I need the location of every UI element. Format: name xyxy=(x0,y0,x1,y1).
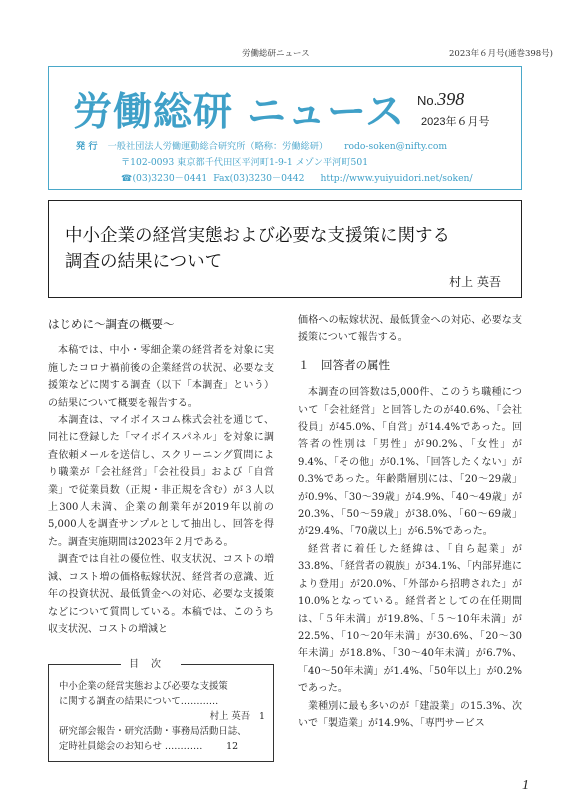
section-heading-intro: はじめに～調査の概要～ xyxy=(48,317,175,331)
paragraph: 本調査の回答数は5,000件、このうち職種について「会社経営」と回答したのが40.6%、「会社役員」が45.0%、「自営」が14.4%であった。回答者の性別は「男性」が90.2%、「女性」が9.4%、「その他」が0.1%、「回答したくない」が0.3%であった。年齢階層別には、「20～29歳」が0.9%、「30～39歳」が4.9%、「40～49歳」が20.3%、「50～59歳」が38.0%、「60～69歳」が29.4%、「70歳以上」が6.5%であった。 xyxy=(298,387,522,538)
running-header xyxy=(0,47,575,61)
publisher-name: 一般社団法人労働運動総合研究所（略称：労働総研） xyxy=(107,141,329,152)
toc-item-2-line2[interactable]: 定時社員総会のお知らせ ………… 12 xyxy=(59,741,239,752)
left-column xyxy=(48,316,274,638)
toc-item-1-author: 村上 英吾 xyxy=(209,711,251,722)
section-heading-respondents: １ 回答者の属性 xyxy=(298,357,390,372)
article-title-line2: 調査の結果について xyxy=(65,252,223,272)
page-number: 1 xyxy=(522,778,529,793)
issue-date: 2023年６月号 xyxy=(421,116,490,128)
publisher-url[interactable]: http://www.yuiyuidori.net/soken/ xyxy=(320,173,473,184)
paragraph: 調査では自社の優位性、収支状況、コストの増減、コスト増の価格転嫁状況、経営者の意識、近年の投資状況、最低賃金への対応、必要な支援策などについて質問している。本稿では、このうち収支状況、コストの増減と xyxy=(48,554,274,635)
paragraph: 経営者に着任した経緯は、「自ら起業」が33.8%、「経営者の親族」が34.1%、「内部昇進により登用」が20.0%、「外部から招聘された」が10.0%となっている。経営者としての在任期間は、「５年未満」が19.8%、「５～10年未満」が22.5%、「10～20年未満」が30.6%、「20～30年未満」が18.8%、「30～40年未満」が6.7%、「40～50年未満」が1.4%、「50年以上」が0.2%であった。 xyxy=(298,543,522,695)
logo-text-news: ニュース xyxy=(247,90,406,135)
issue-number xyxy=(417,89,464,110)
paragraph: 価格への転嫁状況、最低賃金への対応、必要な支援策について報告する。 xyxy=(298,315,522,344)
publisher-fax: Fax(03)3230－0442 xyxy=(213,173,305,184)
table-of-contents xyxy=(48,659,274,762)
toc-item-1-line1[interactable]: 中小企業の経営実態および必要な支援策 xyxy=(59,681,228,692)
publisher-email[interactable]: rodo-soken@nifty.com xyxy=(344,141,448,152)
toc-item-1-line2[interactable]: に関する調査の結果について………… xyxy=(59,696,219,707)
running-header-issue: 2023年６月号(通巻398号) xyxy=(449,49,553,59)
logo-text-main: 労働総研 xyxy=(73,90,234,135)
publisher-label: 発 行 xyxy=(76,141,98,152)
publisher-info xyxy=(76,139,473,187)
paragraph: 業種別に最も多いのが「建設業」の15.3%、次いで「製造業」が14.9%、「専門サービス xyxy=(298,700,522,729)
article-title-line1: 中小企業の経営実態および必要な支援策に関する xyxy=(65,226,450,246)
article-title xyxy=(65,223,505,275)
publisher-address: 〒102-0093 東京都千代田区平河町1-9-1 メゾン平河町501 xyxy=(121,157,369,168)
issue-number-label: No. xyxy=(417,93,438,108)
right-column xyxy=(298,312,522,732)
toc-item-1-page: 1 xyxy=(259,711,265,722)
article-author: 村上 英吾 xyxy=(449,275,501,289)
toc-item-2-line1[interactable]: 研究部会報告・研究活動・事務局活動日誌、 xyxy=(59,726,247,737)
running-header-title: 労働総研ニュース xyxy=(242,49,310,59)
article-title-box xyxy=(48,200,522,298)
masthead xyxy=(48,66,522,190)
toc-label: 目次 xyxy=(121,657,181,672)
toc-item-2-page: 12 xyxy=(226,741,239,752)
newsletter-logo xyxy=(73,81,405,137)
issue-number-value: 398 xyxy=(437,89,465,109)
publisher-tel: ☎(03)3230－0441 xyxy=(121,173,208,184)
paragraph: 本稿では、中小・零細企業の経営者を対象に実施したコロナ禍前後の企業経営の状況、必要な支援策などに関する調査（以下「本調査」という）の結果について概要を報告する。 xyxy=(48,345,274,409)
paragraph: 本調査は、マイボイスコム株式会社を通じて、同社に登録した「マイボイスパネル」を対象に調査依頼メールを送信し、スクリーニング質問により職業が「会社経営」「会社役員」および「自営業」で従業員数（正規・非正規を含む）が３人以上300人未満、企業の創業年が2019年以前の5,000人を調査サンプルとして抽出し、回答を得た。調査実施期間は2023年２月である。 xyxy=(48,415,274,548)
toc-item-1-meta xyxy=(59,709,265,724)
